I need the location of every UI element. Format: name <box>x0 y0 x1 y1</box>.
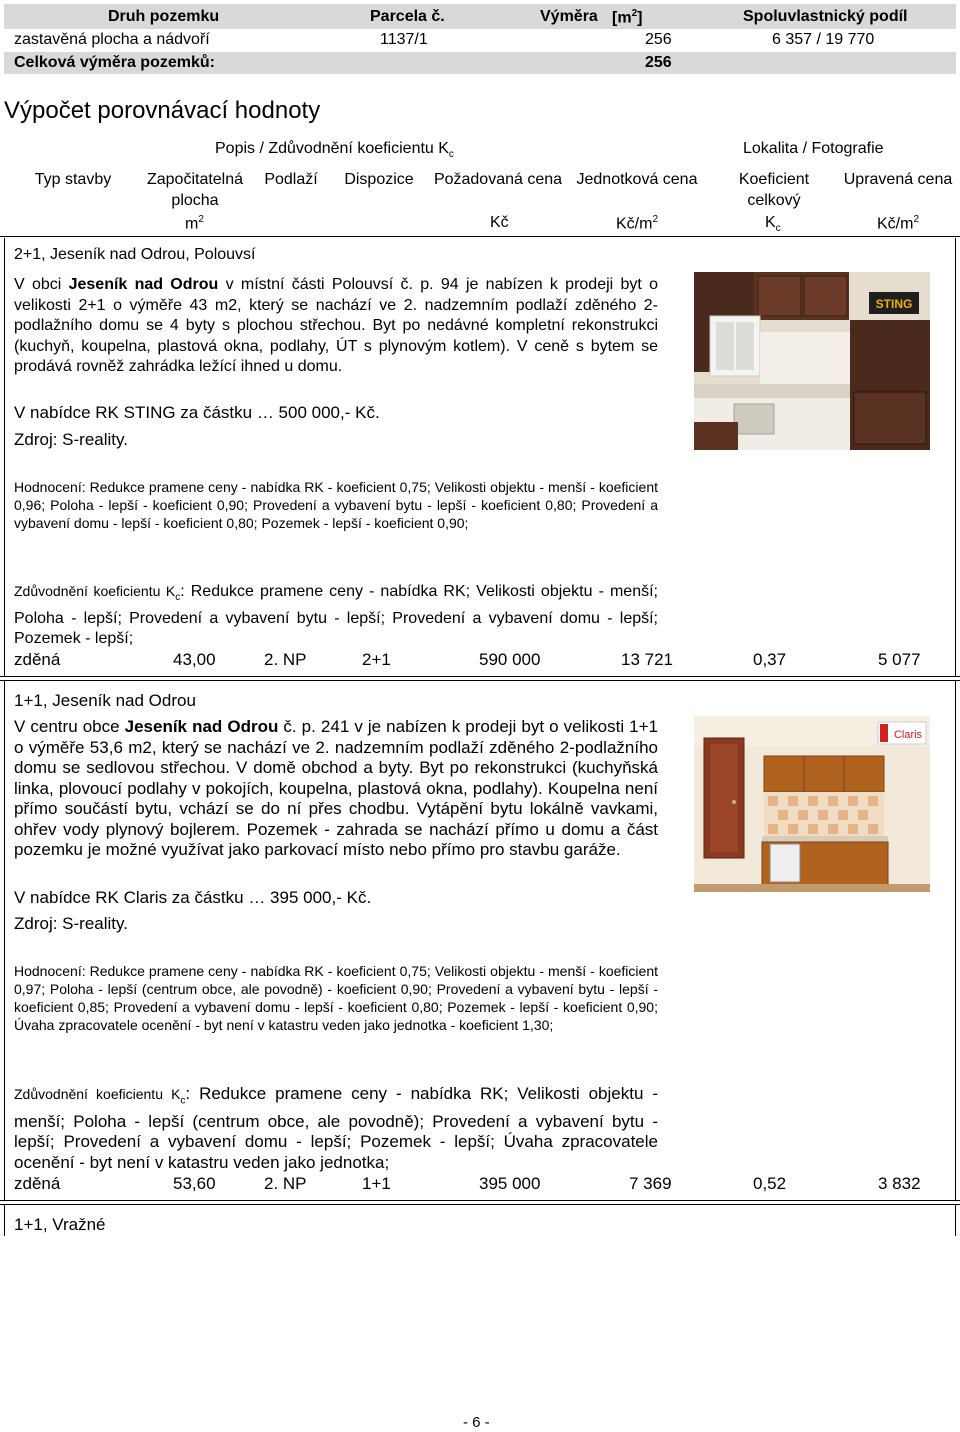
listing1-description: V obci Jeseník nad Odrou v místní části Polouvsí č. p. 94 je nabízen k prodeji byt o velikosti 2+1 o výměře 43 m2, který se nachází ve 2. nadzemním podlaží zděného 2-podlažního domu se 4 byty s plochou střechou. Byt po nedávné kompletní rekonstrukci (kuchyň, koupelna, plastová okna, podlahy, ÚT s plynovým kotlem). V ceně s bytem se prodává rovněž zahrádka ležící ihned u domu. <box>14 276 659 375</box>
svg-text:Claris: Claris <box>893 729 923 741</box>
header-plocha: Započitatelná plocha <box>146 171 244 209</box>
listing2-podlazi: 2. NP <box>264 1174 307 1193</box>
parcel-vymera: 256 <box>645 31 672 48</box>
listing1-left-border <box>4 238 5 676</box>
listing2-description: V centru obce Jeseník nad Odrou č. p. 241 v je nabízen k prodeji byt o velikosti 1+1 o výměře 53,6 m2, který se nachází ve 2. nadzemním podlaží zděného 2-podlažního domu se sedlovou střechou. V domě obchod a byty. Byt po rekonstrukci (kuchyňská linka, plovoucí podlahy v pokojích, koupelna, plastová okna, podlahy). Koupelna není přímo součástí bytu, vchází se do ní přes chodbu. Vytápění bytu lokálně vavkami, ohřev vody plynový bojlerem. Pozemek - zahrada se nachází přímo u domu a část pozemku je možné využívat jako parkovací místo nebo přímo pro stavbu garáže. <box>14 717 658 859</box>
header-typ-stavby: Typ stavby <box>34 171 112 188</box>
unit-kc-coef: $K_c$ <box>765 214 781 235</box>
listing1-typ: zděná <box>14 650 61 669</box>
listing1-jednotkova: 13 721 <box>621 650 673 669</box>
listing1-justification: Zdůvodnění koeficientu $K_c$: Redukce pramene ceny - nabídka RK; Velikosti objektu - menší; Poloha - lepší; Provedení a vybavení bytu - lepší; Provedení a vybavení domu - lepší; Pozemek - lepší; <box>14 583 658 648</box>
parcel-podil: 6 357 / 19 770 <box>772 31 875 48</box>
unit-m2: $m^2$ <box>185 214 204 233</box>
col-header-druh: Druh pozemku <box>108 8 220 25</box>
listing1-koeficient: 0,37 <box>753 650 787 669</box>
svg-text:STING: STING <box>875 297 913 311</box>
listing2-right-border <box>955 680 956 1200</box>
listing2-bottom <box>0 1200 960 1201</box>
listing1-photo <box>694 272 930 450</box>
header-group-lokalita: Lokalita / Fotografie <box>743 140 884 157</box>
kitchen-photo-claris <box>694 716 930 892</box>
listing2-source: Zdroj: S-reality. <box>14 914 128 933</box>
listing1-dispozice: 2+1 <box>362 650 391 669</box>
listing1-plocha: 43,00 <box>173 650 216 669</box>
unit-kc-m2: $Kč/m^2$ <box>616 214 659 233</box>
listing2-jednotkova: 7 369 <box>629 1174 672 1193</box>
col-header-vymera: Výměra <box>540 8 598 25</box>
listing1-pozadovana: 590 000 <box>479 650 541 669</box>
header-divider <box>0 236 960 237</box>
listing3-right-border <box>955 1204 956 1236</box>
header-podlazi: Podlaží <box>264 171 318 188</box>
parcel-cislo: 1137/1 <box>380 31 428 48</box>
header-pozadovana-cena: Požadovaná cena <box>433 171 563 188</box>
listing2-koeficient: 0,52 <box>753 1174 787 1193</box>
header-upravena-cena: Upravená cena <box>843 171 953 188</box>
listing1-podlazi: 2. NP <box>264 650 307 669</box>
listing2-typ: zděná <box>14 1174 61 1193</box>
listing2-top <box>0 680 960 681</box>
unit-kc: Kč <box>490 214 509 231</box>
listing3-title: 1+1, Vražné <box>14 1215 106 1234</box>
listing1-upravena: 5 077 <box>878 650 921 669</box>
col-header-vymera-unit: $[m^2]$ <box>612 8 643 27</box>
section-title: Výpočet porovnávací hodnoty <box>4 97 321 124</box>
listing1-offer: V nabídce RK STING za částku … 500 000,- Kč. <box>14 403 380 422</box>
col-header-podil: Spoluvlastnický podíl <box>743 8 908 25</box>
header-group-popis: Popis / Zdůvodnění koeficientu $K_c$ <box>215 140 454 161</box>
listing1-evaluation: Hodnocení: Redukce pramene ceny - nabídka RK - koeficient 0,75; Velikosti objektu - menší - koeficient 0,96; Poloha - lepší - koeficient 0,90; Provedení a vybavení bytu - lepší - koeficient 0,80; Provedení a vybavení domu - lepší - koeficient 0,80; Pozemek - lepší - koeficient 0,90; <box>14 479 658 531</box>
parcel-druh: zastavěná plocha a nádvoří <box>14 31 210 48</box>
header-jednotkova-cena: Jednotková cena <box>576 171 698 188</box>
listing2-title: 1+1, Jeseník nad Odrou <box>14 691 196 710</box>
header-dispozice: Dispozice <box>344 171 414 188</box>
listing1-data-row <box>0 650 960 674</box>
listing1-bottom <box>0 676 960 677</box>
comparison-header <box>0 132 960 238</box>
listing1-source: Zdroj: S-reality. <box>14 430 128 449</box>
listing3-top <box>0 1204 960 1205</box>
listing2-offer: V nabídce RK Claris za částku … 395 000,- Kč. <box>14 888 372 907</box>
listing2-justification: Zdůvodnění koeficientu $K_c$: Redukce pramene ceny - nabídka RK; Velikosti objektu - menší; Poloha - lepší (centrum obce, ale povodně); Provedení a vybavení bytu - lepší; Provedení a vybavení domu - lepší; Pozemek - lepší; Úvaha zpracovatele ocenění - byt není v katastru veden jako jednotka; <box>14 1084 658 1172</box>
header-koeficient: Koeficient celkový <box>738 171 810 209</box>
listing2-left-border <box>4 680 5 1200</box>
listing2-dispozice: 1+1 <box>362 1174 391 1193</box>
listing2-photo <box>694 716 930 892</box>
kitchen-photo-sting <box>694 272 930 450</box>
listing2-pozadovana: 395 000 <box>479 1174 541 1193</box>
listing1-right-border <box>955 238 956 676</box>
listing2-plocha: 53,60 <box>173 1174 216 1193</box>
listing1-title: 2+1, Jeseník nad Odrou, Polouvsí <box>14 246 256 263</box>
listing2-data-row <box>0 1174 960 1198</box>
listing2-upravena: 3 832 <box>878 1174 921 1193</box>
parcel-total-value: 256 <box>645 54 672 71</box>
parcel-total-label: Celková výměra pozemků: <box>14 54 215 71</box>
unit-upravena: $Kč/m^2$ <box>877 214 920 233</box>
listing2-evaluation: Hodnocení: Redukce pramene ceny - nabídka RK - koeficient 0,75; Velikosti objektu - menší - koeficient 0,97; Poloha - lepší (centrum obce, ale povodně) - koeficient 0,90; Provedení a vybavení bytu - lepší - koeficient 0,85; Provedení a vybavení domu - lepší - koeficient 0,80; Pozemek - lepší - koeficient 0,90; Úvaha zpracovatele ocenění - byt není v katastru veden jako jednotka - koeficient 1,30; <box>14 963 658 1033</box>
page-number: - 6 - <box>463 1414 490 1431</box>
col-header-parcela: Parcela č. <box>370 8 445 25</box>
listing3-left-border <box>4 1204 5 1236</box>
